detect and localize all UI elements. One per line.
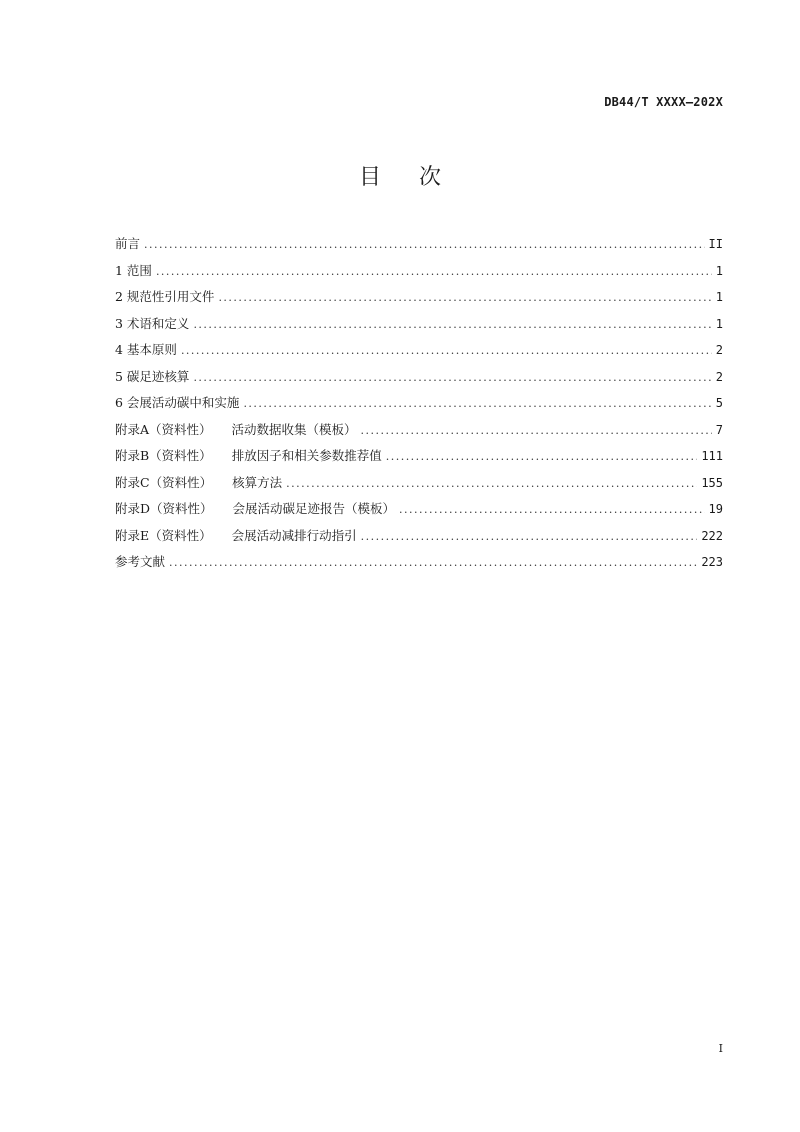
toc-entry-page: 7 [715,422,723,437]
appendix-prefix: 附录D（资料性） [115,501,213,516]
toc-entry-label [115,446,382,466]
page-number: I [718,1042,723,1055]
toc-dot-leader [243,394,711,414]
toc-dot-leader [361,421,712,441]
toc-entry[interactable] [115,552,723,579]
toc-entry-label: 5 碳足迹核算 [115,368,190,384]
toc-entry-label [115,526,357,546]
appendix-title: 会展活动减排行动指引 [231,527,357,543]
appendix-title: 核算方法 [232,474,283,490]
toc-entry-label: 4 基本原则 [115,342,177,357]
toc-entry-page: 155 [701,475,723,490]
toc-dot-leader [193,368,711,388]
toc-dot-leader [361,527,698,547]
toc-entry-page: 1 [715,290,723,304]
toc-entry-label: 1 范围 [115,262,152,278]
toc-entry-page: 222 [701,528,723,543]
toc-dot-leader [218,288,711,308]
appendix-title: 活动数据收集（模板） [231,421,357,437]
toc-entry[interactable] [115,526,723,553]
toc-entry[interactable] [115,473,723,500]
toc-dot-leader [399,500,705,520]
appendix-prefix: 附录C（资料性） [115,474,213,490]
toc-entry-label: 参考文献 [115,554,166,569]
toc-dot-leader [181,341,712,361]
toc-entry-label [115,420,357,440]
toc-entry[interactable] [115,367,723,394]
toc-entry-page: 1 [715,263,723,278]
document-code: DB44/T XXXX—202X [604,95,723,109]
page-title: 目次 [358,165,479,190]
toc-entry-page: 5 [715,396,723,410]
toc-entry[interactable] [115,340,723,367]
toc-entry[interactable] [115,261,723,288]
toc-dot-leader [193,315,711,335]
toc-dot-leader [156,262,712,282]
toc-entry[interactable] [115,314,723,341]
toc-entry-label [115,499,395,519]
appendix-prefix: 附录A（资料性） [115,421,212,437]
appendix-title: 会展活动碳足迹报告（模板） [232,501,396,516]
toc-dot-leader [144,235,705,255]
toc-entry[interactable] [115,234,723,261]
toc-dot-leader [386,447,698,467]
toc-entry-label: 6 会展活动碳中和实施 [115,395,240,410]
toc-entry[interactable] [115,287,723,314]
toc-entry-page: 223 [701,555,723,569]
toc-entry-label [115,473,282,493]
toc-entry-page: 111 [701,449,723,463]
appendix-prefix: 附录B（资料性） [115,448,212,463]
toc-entry-page: 2 [715,369,723,384]
toc-entry-label: 3 术语和定义 [115,315,190,331]
toc-entry[interactable] [115,446,723,473]
toc-entry-label: 前言 [115,236,141,251]
toc-entry-page: II [708,237,723,251]
appendix-title: 排放因子和相关参数推荐值 [231,448,382,463]
toc-dot-leader [286,474,697,494]
toc-dot-leader [169,553,697,573]
toc-entry[interactable] [115,420,723,447]
toc-entry-page: 19 [708,502,723,516]
toc-entry-page: 1 [715,316,723,331]
table-of-contents [115,234,723,579]
toc-entry-page: 2 [715,343,723,357]
toc-entry-label: 2 规范性引用文件 [115,289,215,304]
toc-entry[interactable] [115,393,723,420]
toc-entry[interactable] [115,499,723,526]
appendix-prefix: 附录E（资料性） [115,527,212,543]
